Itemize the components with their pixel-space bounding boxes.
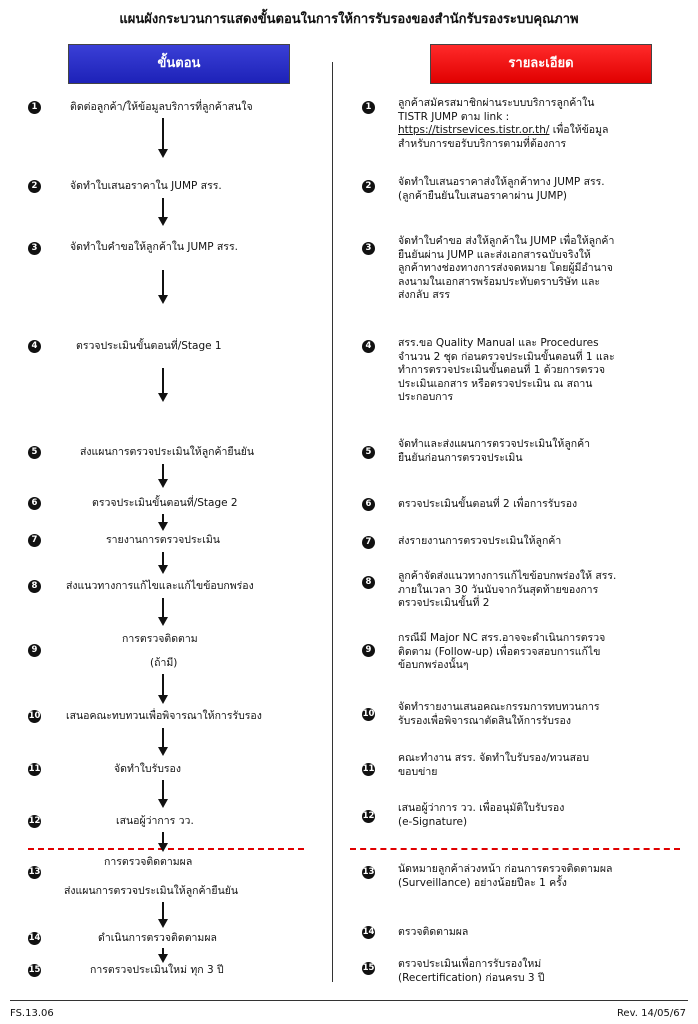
step-label: ติดต่อลูกค้า/ให้ข้อมูลบริการที่ลูกค้าสนใจ — [70, 101, 253, 113]
step-sublabel: ส่งแผนการตรวจประเมินให้ลูกค้ายืนยัน — [64, 885, 239, 897]
detail-number: 1 — [362, 101, 375, 114]
flow-arrow — [158, 514, 168, 530]
detail-text: จัดทำรายงานเสนอคณะกรรมการทบทวนการ รับรองเพื่อพิจารณาตัดสินให้การรับรอง — [398, 701, 600, 727]
service-link[interactable]: https://tistrsevices.tistr.or.th/ — [398, 124, 550, 136]
flow-arrow — [158, 198, 168, 226]
step-label: ส่งแผนการตรวจประเมินให้ลูกค้ายืนยัน — [80, 446, 255, 458]
detail-text: เสนอผู้ว่าการ วว. เพื่ออนุมัติใบรับรอง (e-Signature) — [398, 802, 565, 828]
flow-arrow — [158, 728, 168, 756]
step-label: ดำเนินการตรวจติดตามผล — [98, 932, 217, 944]
detail-number: 3 — [362, 242, 375, 255]
detail-text: จัดทำใบคำขอ ส่งให้ลูกค้าใน JUMP เพื่อให้ลูกค้า ยืนยันผ่าน JUMP และส่งเอกสารฉบับจริงให้ ลูกค้าทางช่องทางการส่งจดหมาย โดยผู้มีอำนาจ ลงนามในเอกสารพร้อมประทับตราบริษัท และ ส่งกลับ สรร — [398, 235, 615, 301]
detail-number: 10 — [362, 709, 375, 719]
detail-text: ลูกค้าสมัครสมาชิกผ่านระบบบริการลูกค้าใน TISTR JUMP ตาม link : https://tistrsevices.tistr.or.th/ เพื่อให้ข้อมูล สำหรับการขอรับบริการตามที่ต้องการ — [398, 97, 609, 150]
step-label: การตรวจประเมินใหม่ ทุก 3 ปี — [90, 964, 224, 976]
detail-number: 2 — [362, 180, 375, 193]
step-number: 15 — [28, 965, 41, 975]
detail-text: ตรวจประเมินขั้นตอนที่ 2 เพื่อการรับรอง — [398, 498, 578, 510]
form-code: FS.13.06 — [10, 1008, 54, 1019]
step-label: ส่งแนวทางการแก้ไขและแก้ไขข้อบกพร่อง — [66, 580, 254, 592]
details-column-header: รายละเอียด — [430, 44, 652, 84]
detail-text: ตรวจติดตามผล — [398, 926, 469, 938]
step-number: 1 — [28, 101, 41, 114]
detail-text: คณะทำงาน สรร. จัดทำใบรับรอง/ทวนสอบ ขอบข่าย — [398, 752, 589, 778]
step-number: 13 — [28, 867, 41, 877]
revision-date: Rev. 14/05/67 — [616, 1008, 686, 1019]
column-divider — [332, 62, 333, 982]
step-number: 11 — [28, 764, 41, 774]
step-label: การตรวจติดตามผล — [104, 856, 193, 868]
detail-number: 11 — [362, 764, 375, 774]
detail-text: ตรวจประเมินเพื่อการรับรองใหม่ (Recertification) ก่อนครบ 3 ปี — [398, 958, 545, 984]
detail-text: สรร.ขอ Quality Manual และ Procedures จำนวน 2 ชุด ก่อนตรวจประเมินขั้นตอนที่ 1 และ ทำการตรวจประเมินขั้นตอนที่ 1 ด้วยการตรวจ ประเมินเอกสาร หรือตรวจประเมิน ณ สถาน ประกอบการ — [398, 337, 615, 403]
step-label: การตรวจติดตาม — [122, 633, 198, 645]
detail-number: 7 — [362, 536, 375, 549]
step-label: เสนอคณะทบทวนเพื่อพิจารณาให้การรับรอง — [66, 710, 262, 722]
step-label: จัดทำใบเสนอราคาใน JUMP สรร. — [70, 180, 222, 192]
step-label: จัดทำใบรับรอง — [114, 763, 181, 775]
steps-column-header: ขั้นตอน — [68, 44, 290, 84]
step-number: 9 — [28, 644, 41, 657]
detail-number: 13 — [362, 867, 375, 877]
detail-number: 9 — [362, 644, 375, 657]
flow-arrow — [158, 270, 168, 304]
footer-rule — [10, 1000, 688, 1001]
detail-text: ส่งรายงานการตรวจประเมินให้ลูกค้า — [398, 535, 562, 547]
step-number: 12 — [28, 816, 41, 826]
flow-arrow — [158, 368, 168, 402]
detail-text: นัดหมายลูกค้าล่วงหน้า ก่อนการตรวจติดตามผล (Surveillance) อย่างน้อยปีละ 1 ครั้ง — [398, 863, 613, 889]
step-number: 5 — [28, 446, 41, 459]
page-title: แผนผังกระบวนการแสดงขั้นตอนในการให้การรับรองของสำนักรับรองระบบคุณภาพ — [119, 12, 579, 27]
flow-arrow — [158, 902, 168, 928]
detail-number: 14 — [362, 927, 375, 937]
detail-text: จัดทำใบเสนอราคาส่งให้ลูกค้าทาง JUMP สรร. (ลูกค้ายืนยันใบเสนอราคาผ่าน JUMP) — [398, 176, 605, 202]
step-label: ตรวจประเมินขั้นตอนที่/Stage 1 — [76, 340, 222, 352]
step-number: 4 — [28, 340, 41, 353]
section-divider-right — [350, 848, 680, 850]
step-label: เสนอผู้ว่าการ วว. — [116, 815, 194, 827]
flow-arrow — [158, 464, 168, 488]
step-label: ตรวจประเมินขั้นตอนที่/Stage 2 — [92, 497, 238, 509]
flow-arrow — [158, 674, 168, 704]
flow-arrow — [158, 780, 168, 808]
detail-number: 4 — [362, 340, 375, 353]
detail-number: 5 — [362, 446, 375, 459]
detail-number: 12 — [362, 811, 375, 821]
flow-arrow — [158, 948, 168, 962]
step-label: จัดทำใบคำขอให้ลูกค้าใน JUMP สรร. — [70, 241, 238, 253]
step-number: 7 — [28, 534, 41, 547]
step-number: 3 — [28, 242, 41, 255]
detail-number: 15 — [362, 963, 375, 973]
flow-arrow — [158, 832, 168, 852]
flow-arrow — [158, 552, 168, 574]
detail-text: ลูกค้าจัดส่งแนวทางการแก้ไขข้อบกพร่องให้ สรร. ภายในเวลา 30 วันนับจากวันสุดท้ายของการ ตรวจประเมินขั้นที่ 2 — [398, 570, 617, 609]
detail-text: จัดทำและส่งแผนการตรวจประเมินให้ลูกค้า ยืนยันก่อนการตรวจประเมิน — [398, 438, 591, 464]
step-number: 2 — [28, 180, 41, 193]
step-sublabel: (ถ้ามี) — [150, 657, 178, 669]
flow-arrow — [158, 118, 168, 158]
step-label: รายงานการตรวจประเมิน — [106, 534, 220, 546]
flow-arrow — [158, 598, 168, 626]
detail-number: 8 — [362, 576, 375, 589]
step-number: 6 — [28, 497, 41, 510]
step-number: 10 — [28, 711, 41, 721]
detail-text: กรณีมี Major NC สรร.อาจจะดำเนินการตรวจ ติดตาม (Follow-up) เพื่อตรวจสอบการแก้ไข ข้อบกพร่องนั้นๆ — [398, 632, 606, 671]
detail-number: 6 — [362, 498, 375, 511]
step-number: 8 — [28, 580, 41, 593]
step-number: 14 — [28, 933, 41, 943]
